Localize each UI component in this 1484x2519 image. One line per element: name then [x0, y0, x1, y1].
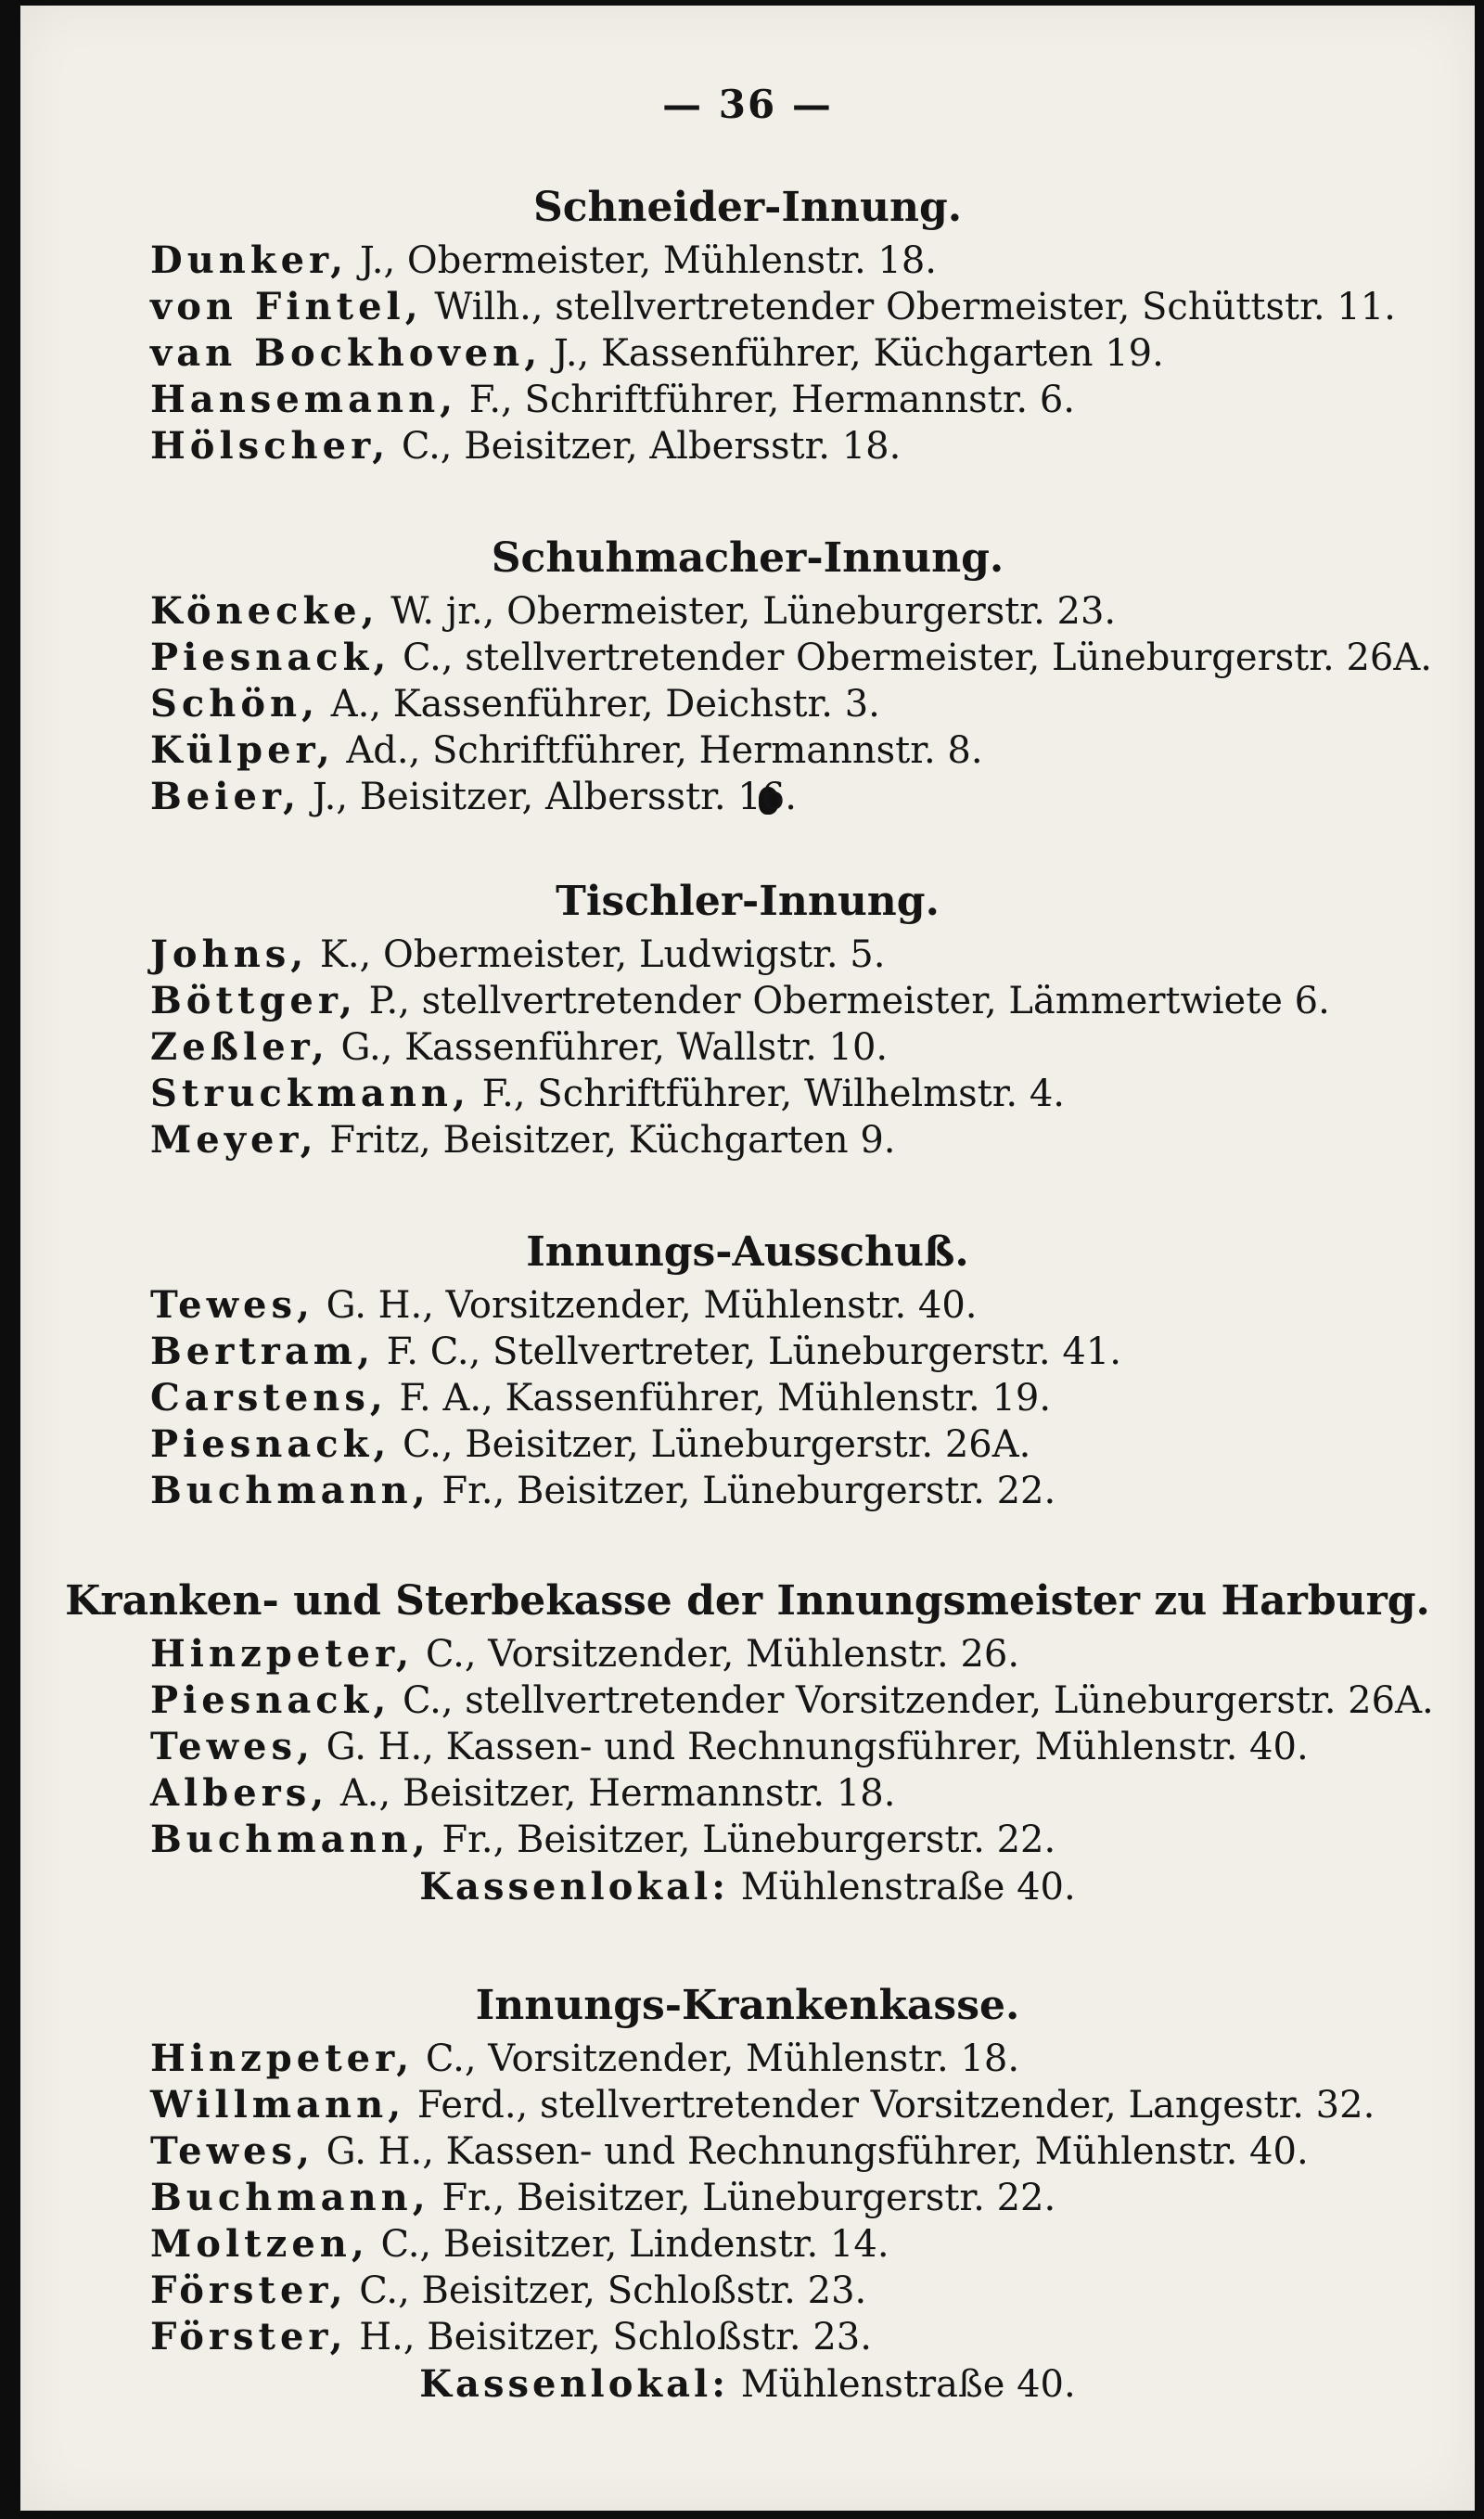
member-details: F. C., Stellvertreter, Lüneburgerstr. 41.	[375, 1330, 1121, 1373]
member-details: G. H., Kassen- und Rechnungsführer, Mühlenstr. 40.	[313, 1726, 1309, 1768]
member-name: Hansemann,	[150, 378, 458, 421]
list-item	[150, 978, 1475, 1024]
member-details: W. jr., Obermeister, Lüneburgerstr. 23.	[378, 590, 1117, 633]
member-details: J., Kassenführer, Küchgarten 19.	[542, 332, 1164, 375]
list-item	[150, 2128, 1475, 2175]
section-title: Schneider-Innung.	[532, 184, 963, 231]
list-item	[150, 1421, 1475, 1468]
member-name: Piesnack,	[150, 636, 391, 679]
kassenlokal-label: Kassenlokal:	[419, 1865, 729, 1909]
member-details: Wilh., stellvertretender Obermeister, Schüttstr. 11.	[422, 286, 1396, 328]
list-item	[150, 1282, 1475, 1329]
member-details: G., Kassenführer, Wallstr. 10.	[328, 1026, 889, 1069]
member-details: A., Beisitzer, Hermannstr. 18.	[328, 1772, 896, 1815]
member-details: H., Beisitzer, Schloßstr. 23.	[347, 2316, 872, 2358]
member-name: Meyer,	[150, 1118, 318, 1162]
list-item	[150, 2175, 1475, 2221]
list-item	[150, 1468, 1475, 1514]
member-name: Beier,	[150, 775, 301, 818]
member-details: C., Vorsitzender, Mühlenstr. 26.	[414, 1633, 1020, 1676]
kassenlokal-address: Mühlenstraße 40.	[729, 1866, 1076, 1909]
section-kranken-und-sterbekasse	[20, 1572, 1475, 1911]
member-details: C., Beisitzer, Albersstr. 18.	[390, 425, 902, 468]
member-name: Piesnack,	[150, 1422, 391, 1466]
page-number: — 36 —	[662, 82, 833, 127]
member-details: C., Beisitzer, Lüneburgerstr. 26A.	[390, 1423, 1031, 1466]
member-details: F. A., Kassenführer, Mühlenstr. 19.	[387, 1377, 1052, 1420]
list-item	[150, 1375, 1475, 1421]
member-details: A., Kassenführer, Deichstr. 3.	[319, 683, 880, 726]
member-name: Hölscher,	[150, 424, 390, 468]
list-item	[150, 423, 1475, 469]
member-name: van Bockhoven,	[150, 331, 543, 375]
section-title: Innungs-Krankenkasse.	[475, 1982, 1020, 2029]
section-schneider-innung	[20, 178, 1475, 469]
list-item	[150, 681, 1475, 727]
member-details: J., Obermeister, Mühlenstr. 18.	[348, 239, 937, 282]
section-innungs-ausschuss	[20, 1223, 1475, 1514]
member-details: K., Obermeister, Ludwigstr. 5.	[308, 933, 886, 976]
list-item	[150, 2036, 1475, 2082]
member-name: Carstens,	[150, 1376, 388, 1420]
list-item	[150, 1024, 1475, 1071]
section-tischler-innung	[20, 872, 1475, 1163]
member-details: C., Beisitzer, Schloßstr. 23.	[347, 2269, 867, 2312]
member-name: Hinzpeter,	[150, 1632, 415, 1676]
list-item	[150, 1770, 1475, 1817]
member-details: C., Beisitzer, Lindenstr. 14.	[368, 2223, 889, 2266]
member-name: Hinzpeter,	[150, 2037, 415, 2080]
member-details: Fr., Beisitzer, Lüneburgerstr. 22.	[429, 1470, 1056, 1512]
member-name: Albers,	[150, 1771, 329, 1815]
list-item	[150, 1631, 1475, 1677]
member-name: Förster,	[150, 2268, 348, 2312]
section-title: Innungs-Ausschuß.	[526, 1228, 969, 1276]
member-details: C., stellvertretender Vorsitzender, Lüneburgerstr. 26A.	[390, 1679, 1434, 1722]
document-page	[20, 6, 1475, 2511]
member-name: Piesnack,	[150, 1678, 391, 1722]
member-details: P., stellvertretender Obermeister, Lämmertwiete 6.	[356, 980, 1330, 1022]
member-name: Buchmann,	[150, 1818, 430, 1861]
member-details: G. H., Vorsitzender, Mühlenstr. 40.	[313, 1284, 978, 1327]
list-item	[150, 377, 1475, 423]
list-item	[150, 284, 1475, 330]
member-details: Fr., Beisitzer, Lüneburgerstr. 22.	[429, 1819, 1056, 1861]
section-title: Schuhmacher-Innung.	[491, 534, 1004, 582]
list-item	[150, 1677, 1475, 1724]
member-name: Böttger,	[150, 979, 357, 1022]
member-details: Ferd., stellvertretender Vorsitzender, Langestr. 32.	[405, 2084, 1375, 2127]
page-content	[20, 6, 1475, 2511]
list-item	[150, 2314, 1475, 2360]
section-schuhmacher-innung	[20, 529, 1475, 820]
member-details: Fritz, Beisitzer, Küchgarten 9.	[317, 1119, 896, 1162]
list-item	[150, 1329, 1475, 1375]
member-name: Dunker,	[150, 238, 349, 282]
member-name: Tewes,	[150, 1283, 314, 1327]
member-name: Könecke,	[150, 589, 379, 633]
member-details: Ad., Schriftführer, Hermannstr. 8.	[334, 729, 983, 772]
member-name: Külper,	[150, 728, 335, 772]
list-item	[150, 2268, 1475, 2314]
list-item	[150, 2082, 1475, 2128]
member-details: Fr., Beisitzer, Lüneburgerstr. 22.	[429, 2177, 1056, 2219]
member-details: F., Schriftführer, Hermannstr. 6.	[457, 379, 1076, 421]
list-item	[150, 1117, 1475, 1163]
section-innungs-krankenkasse	[20, 1976, 1475, 2409]
kassenlokal-line	[20, 2360, 1475, 2409]
list-item	[150, 1724, 1475, 1770]
member-details: G. H., Kassen- und Rechnungsführer, Mühlenstr. 40.	[313, 2130, 1309, 2173]
member-name: Willmann,	[150, 2083, 406, 2127]
list-item	[150, 635, 1475, 681]
member-name: Moltzen,	[150, 2222, 369, 2266]
member-details: C., stellvertretender Obermeister, Lüneburgerstr. 26A.	[390, 636, 1432, 679]
member-details: F., Schriftführer, Wilhelmstr. 4.	[469, 1073, 1066, 1115]
kassenlokal-line	[20, 1863, 1475, 1911]
member-details: C., Vorsitzender, Mühlenstr. 18.	[414, 2037, 1020, 2080]
member-name: Zeßler,	[150, 1025, 329, 1069]
list-item	[150, 2221, 1475, 2268]
list-item	[150, 330, 1475, 377]
member-name: Förster,	[150, 2315, 348, 2358]
list-item	[150, 1071, 1475, 1117]
member-name: Buchmann,	[150, 2176, 430, 2219]
member-name: Schön,	[150, 682, 320, 726]
section-title: Kranken- und Sterbekasse der Innungsmeister zu Harburg.	[65, 1577, 1430, 1625]
list-item	[150, 1817, 1475, 1863]
kassenlokal-address: Mühlenstraße 40.	[729, 2363, 1076, 2406]
member-name: von Fintel,	[150, 285, 423, 328]
list-item	[150, 727, 1475, 774]
member-name: Bertram,	[150, 1330, 376, 1373]
list-item	[150, 588, 1475, 635]
kassenlokal-label: Kassenlokal:	[419, 2362, 729, 2406]
member-name: Struckmann,	[150, 1072, 470, 1115]
list-item	[150, 774, 1475, 820]
member-details: J., Beisitzer, Albersstr. 16.	[301, 776, 797, 818]
member-name: Tewes,	[150, 2129, 314, 2173]
member-name: Tewes,	[150, 1725, 314, 1768]
member-name: Buchmann,	[150, 1469, 430, 1512]
list-item	[150, 238, 1475, 284]
member-name: Johns,	[150, 932, 309, 976]
list-item	[150, 932, 1475, 978]
section-title: Tischler-Innung.	[556, 878, 940, 925]
